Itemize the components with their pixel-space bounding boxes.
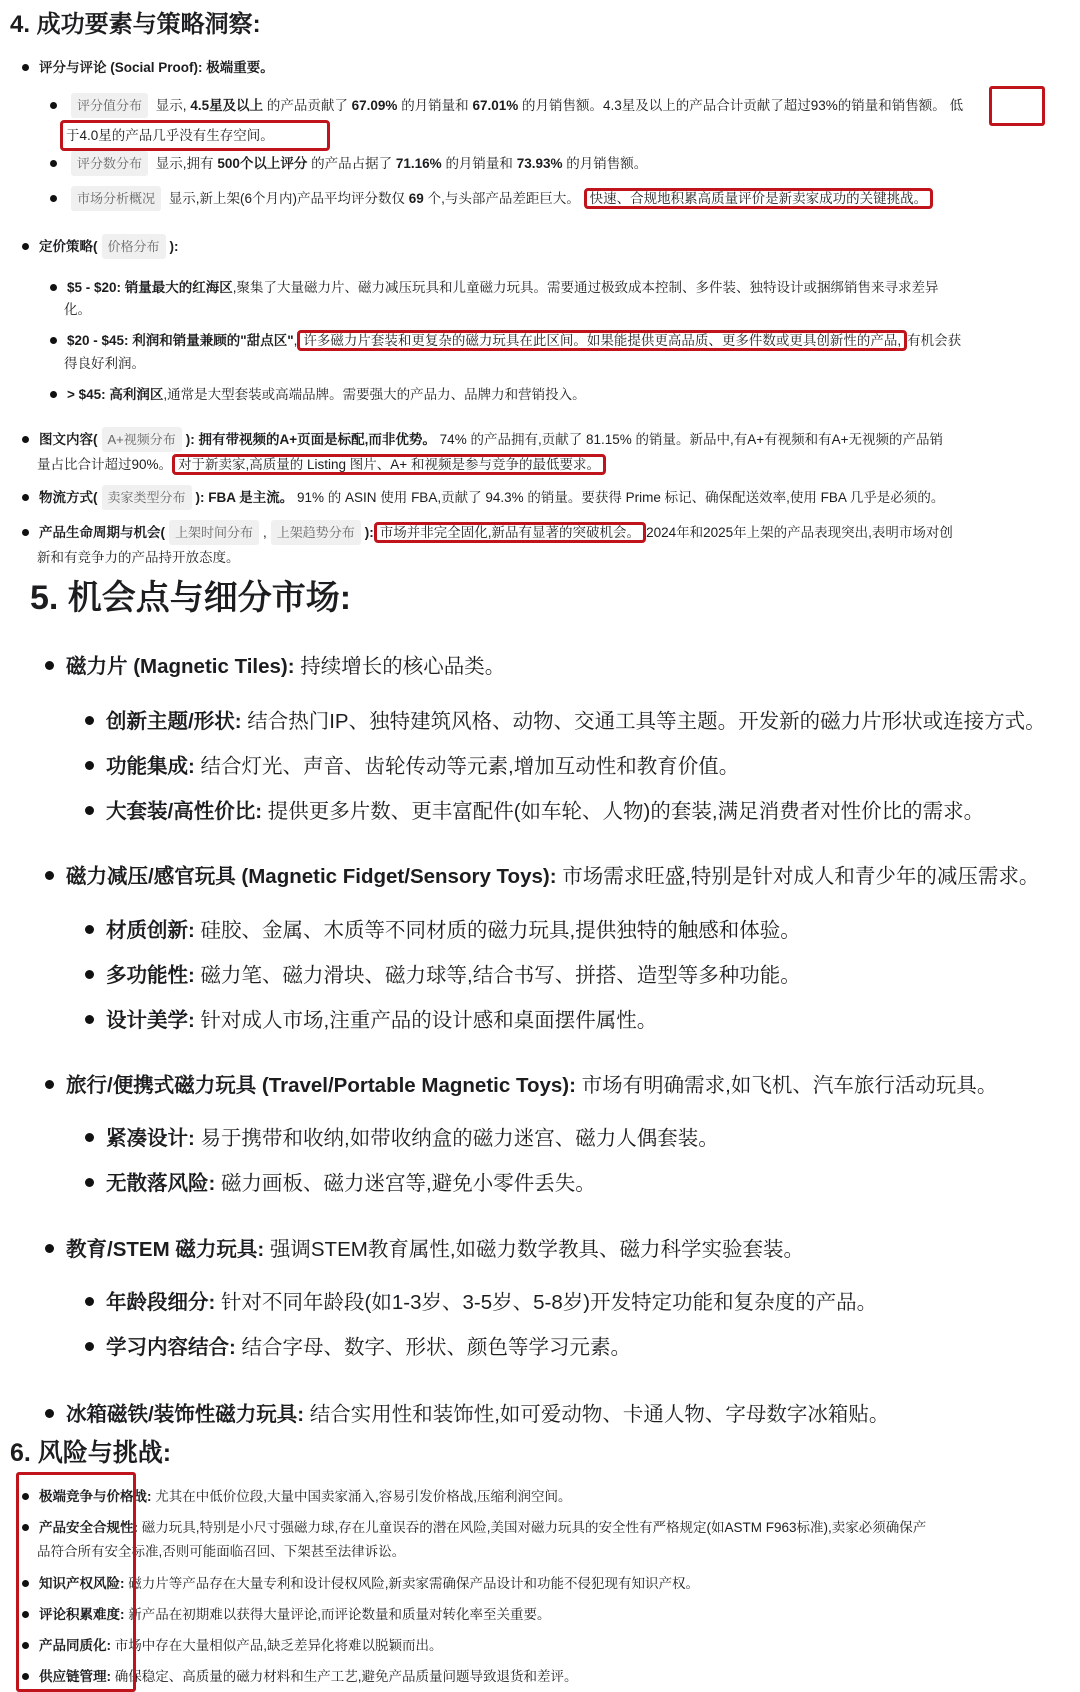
segment-text: 市场有明确需求,如飞机、汽车旅行活动玩具。	[581, 1074, 998, 1097]
text-bold: 73.93%	[516, 156, 563, 171]
text: 的月销量和	[401, 98, 469, 113]
text: ,通常是大型套装或高端品牌。需要强大的产品力、品牌力和营销投入。	[163, 387, 586, 402]
price-tier-item	[50, 275, 939, 300]
risk-text: 新产品在初期难以获得大量评论,而评论数量和质量对转化率至关重要。	[128, 1607, 551, 1622]
text: 的月销售额。	[566, 156, 648, 171]
sub-label: 学习内容结合:	[106, 1336, 236, 1359]
segment-item	[45, 1235, 804, 1265]
bullet-icon	[22, 243, 29, 250]
highlight-box	[989, 86, 1045, 126]
logistics-item	[22, 485, 944, 510]
segment-text: 持续增长的核心品类。	[300, 655, 506, 678]
bullet-icon	[22, 64, 29, 71]
bullet-icon	[85, 1015, 94, 1024]
rating-value-item-cont	[60, 120, 330, 151]
bullet-icon	[45, 871, 54, 880]
sub-item	[85, 707, 1046, 737]
risk-item	[22, 1515, 926, 1540]
text: 量占比合计超过90%。	[37, 457, 173, 472]
risk-text: 市场中存在大量相似产品,缺乏差异化将难以脱颖而出。	[114, 1638, 443, 1653]
sub-item	[85, 1169, 596, 1199]
text-bold: 69	[408, 191, 424, 206]
bullet-icon	[22, 494, 29, 501]
text: 91% 的 ASIN 使用 FBA,贡献了 94.3% 的销量。要获得 Prime 标记、确保配送效率,使用 FBA 几乎是必须的。	[297, 490, 945, 505]
listing-trend-tag[interactable]: 上架趋势分布	[271, 520, 361, 545]
text-bold: ): 拥有带视频的A+页面是标配,而非优势。	[185, 432, 436, 447]
risk-text: 尤其在中低价位段,大量中国卖家涌入,容易引发价格战,压缩利润空间。	[155, 1489, 572, 1504]
segment-text: 结合实用性和装饰性,如可爱动物、卡通人物、字母数字冰箱贴。	[309, 1403, 890, 1426]
sub-label: 创新主题/形状:	[106, 710, 242, 733]
sub-text: 硅胶、金属、木质等不同材质的磁力玩具,提供独特的触感和体验。	[200, 919, 801, 942]
sub-item	[85, 1006, 657, 1036]
listing-time-tag[interactable]: 上架时间分布	[169, 520, 259, 545]
highlight-box: 对于新卖家,高质量的 Listing 图片、A+ 和视频是参与竞争的最低要求。	[172, 454, 606, 475]
text: 得良好利润。	[64, 356, 145, 371]
text: 的产品贡献了	[266, 98, 348, 113]
text: 显示,拥有	[155, 156, 214, 171]
pricing-item	[22, 234, 179, 259]
sub-item	[85, 1333, 631, 1363]
highlight-box: 低	[949, 98, 964, 113]
bullet-icon	[45, 661, 54, 670]
segment-text: 市场需求旺盛,特别是针对成人和青少年的减压需求。	[562, 865, 1040, 888]
text: 显示,新上架(6个月内)产品平均评分数仅	[168, 191, 406, 206]
sub-text: 结合热门IP、独特建筑风格、动物、交通工具等主题。开发新的磁力片形状或连接方式。	[247, 710, 1046, 733]
segment-item	[45, 652, 505, 682]
sub-item	[85, 961, 801, 991]
aplus-video-tag[interactable]: A+视频分布	[102, 427, 182, 452]
social-proof-label: 评分与评论 (Social Proof):	[39, 60, 203, 75]
bullet-icon	[85, 1297, 94, 1306]
sub-text: 针对成人市场,注重产品的设计感和桌面摆件属性。	[200, 1009, 658, 1032]
bullet-icon	[45, 1244, 54, 1253]
bullet-icon	[85, 806, 94, 815]
lifecycle-item: 产品生命周期与机会( 上架时间分布 , 上架趋势分布 ): 市场并非完全固化,新品有显著的突破机会。 2024年和2025年上架的产品表现突出,表明市场对创	[22, 520, 953, 545]
text: ,	[293, 333, 298, 348]
text: 的月销量和	[445, 156, 513, 171]
text-bold: 71.16%	[395, 156, 442, 171]
sub-label: 无散落风险:	[106, 1172, 216, 1195]
text: 2024年和2025年上架的产品表现突出,表明市场对创	[646, 525, 953, 540]
bullet-icon	[85, 925, 94, 934]
risk-label: 知识产权风险:	[39, 1576, 125, 1591]
risk-text: 磁力玩具,特别是小尺寸强磁力球,存在儿童误吞的潜在风险,美国对磁力玩具的安全性有严格规定(如ASTM F963标准),卖家必须确保产	[141, 1520, 927, 1535]
sub-label: 材质创新:	[106, 919, 195, 942]
text-bold: ):	[364, 525, 374, 540]
price-distribution-tag[interactable]: 价格分布	[102, 234, 166, 259]
sub-item	[85, 1288, 877, 1318]
text: ,聚集了大量磁力片、磁力减压玩具和儿童磁力玩具。需要通过极致成本控制、多件装、独特设计或捆绑销售来寻求差异	[232, 280, 939, 295]
bullet-icon	[50, 284, 57, 291]
text-bold: 67.09%	[351, 98, 398, 113]
text-bold: 500个以上评分	[217, 156, 308, 171]
sub-text: 磁力画板、磁力迷宫等,避免小零件丢失。	[221, 1172, 596, 1195]
text-bold: $5 - $20: 销量最大的红海区	[67, 280, 233, 295]
bullet-icon	[22, 529, 29, 536]
sub-label: 多功能性:	[106, 964, 195, 987]
bullet-icon	[50, 195, 57, 202]
segment-label: 冰箱磁铁/装饰性磁力玩具:	[66, 1403, 305, 1426]
bullet-icon	[85, 761, 94, 770]
social-proof-value: 极端重要。	[206, 60, 274, 75]
bullet-icon	[50, 102, 57, 109]
price-tier-item-cont	[64, 297, 91, 322]
text-bold: 图文内容(	[39, 432, 98, 447]
bullet-icon	[45, 1409, 54, 1418]
bullet-icon	[85, 1133, 94, 1142]
text-bold: 产品生命周期与机会(	[39, 525, 165, 540]
risk-labels-highlight-box	[16, 1472, 136, 1692]
highlight-box: 快速、合规地积累高质量评价是新卖家成功的关键挑战。	[584, 188, 934, 209]
risk-text: 品符合所有安全标准,否则可能面临召回、下架甚至法律诉讼。	[37, 1544, 406, 1559]
sub-label: 设计美学:	[106, 1009, 195, 1032]
bullet-icon	[85, 970, 94, 979]
sub-label: 功能集成:	[106, 755, 195, 778]
text-bold: 物流方式(	[39, 490, 98, 505]
bullet-icon	[85, 1178, 94, 1187]
text-bold: > $45: 高利润区	[67, 387, 164, 402]
bullet-icon	[85, 716, 94, 725]
risk-label: 极端竞争与价格战:	[39, 1489, 152, 1504]
lifecycle-item-cont	[37, 545, 240, 570]
price-tier-item	[50, 328, 961, 353]
text: 74% 的产品拥有,贡献了 81.15% 的销量。新品中,有A+有视频和有A+无视频的产品销	[439, 432, 944, 447]
price-tier-item-cont	[64, 351, 145, 376]
bullet-icon	[50, 391, 57, 398]
text: 显示,	[155, 98, 187, 113]
highlight-box: 市场并非完全固化,新品有显著的突破机会。	[374, 522, 646, 543]
text-bold: $20 - $45: 利润和销量兼顾的"甜点区"	[67, 333, 294, 348]
market-overview-tag[interactable]: 市场分析概况	[71, 186, 161, 211]
sub-item	[85, 797, 984, 827]
highlight-box: 于4.0星的产品几乎没有生存空间。	[60, 120, 330, 151]
sub-text: 易于携带和收纳,如带收纳盒的磁力迷宫、磁力人偶套装。	[200, 1127, 719, 1150]
content-item-cont	[37, 452, 606, 477]
risk-text: 确保稳定、高质量的磁力材料和生产工艺,避免产品质量问题导致退货和差评。	[114, 1669, 578, 1684]
rating-count-item	[50, 151, 647, 176]
text: 有机会获	[907, 333, 962, 348]
segment-label: 磁力片 (Magnetic Tiles):	[66, 655, 295, 678]
sub-item	[85, 752, 739, 782]
risk-label: 评论积累难度:	[39, 1607, 125, 1622]
sub-text: 结合字母、数字、形状、颜色等学习元素。	[241, 1336, 632, 1359]
seller-type-tag[interactable]: 卖家类型分布	[102, 485, 192, 510]
pricing-label: 定价策略(	[39, 239, 98, 254]
text-bold: ): FBA 是主流。	[195, 490, 294, 505]
bullet-icon	[85, 1342, 94, 1351]
section-5-heading: 5. 机会点与细分市场:	[30, 579, 352, 617]
segment-label: 教育/STEM 磁力玩具:	[66, 1238, 265, 1261]
bullet-icon	[50, 160, 57, 167]
risk-label: 产品同质化:	[39, 1638, 111, 1653]
text: 个,与头部产品差距巨大。	[427, 191, 580, 206]
price-tier-item	[50, 382, 586, 407]
bullet-icon	[45, 1080, 54, 1089]
rating-value-item	[50, 93, 963, 118]
social-proof-item	[22, 55, 274, 80]
segment-item	[45, 1400, 889, 1430]
content-item	[22, 427, 943, 452]
risk-label: 产品安全合规性:	[39, 1520, 138, 1535]
sub-label: 大套装/高性价比:	[106, 800, 263, 823]
segment-item	[45, 1071, 997, 1101]
section-6-heading: 6. 风险与挑战:	[10, 1439, 172, 1467]
text: 新和有竞争力的产品持开放态度。	[37, 550, 240, 565]
segment-text: 强调STEM教育属性,如磁力数学教具、磁力科学实验套装。	[269, 1238, 805, 1261]
risk-text: 磁力片等产品存在大量专利和设计侵权风险,新卖家需确保产品设计和功能不侵犯现有知识产权。	[128, 1576, 700, 1591]
text: 的产品占据了	[311, 156, 393, 171]
sub-label: 紧凑设计:	[106, 1127, 195, 1150]
highlight-box: 许多磁力片套装和更复杂的磁力玩具在此区间。如果能提供更高品质、更多件数或更具创新性的产品,	[297, 330, 907, 351]
pricing-label-post: ):	[169, 239, 179, 254]
risk-label: 供应链管理:	[39, 1669, 111, 1684]
market-overview-item	[50, 186, 933, 211]
bullet-icon	[50, 337, 57, 344]
text-bold: 67.01%	[472, 98, 519, 113]
sub-item	[85, 1124, 719, 1154]
segment-label: 磁力减压/感官玩具 (Magnetic Fidget/Sensory Toys):	[66, 865, 557, 888]
sub-text: 结合灯光、声音、齿轮传动等元素,增加互动性和教育价值。	[200, 755, 740, 778]
sub-label: 年龄段细分:	[106, 1291, 216, 1314]
sub-text: 磁力笔、磁力滑块、磁力球等,结合书写、拼搭、造型等多种功能。	[200, 964, 801, 987]
text: 的月销售额。4.3星及以上的产品合计贡献了超过93%的销量和销售额。	[522, 98, 946, 113]
segment-item	[45, 862, 1039, 892]
rating-value-tag[interactable]: 评分值分布	[71, 93, 148, 118]
sub-text: 提供更多片数、更丰富配件(如车轮、人物)的套装,满足消费者对性价比的需求。	[267, 800, 985, 823]
rating-count-tag[interactable]: 评分数分布	[71, 151, 148, 176]
bullet-icon	[22, 436, 29, 443]
sub-item	[85, 916, 801, 946]
sub-text: 针对不同年龄段(如1-3岁、3-5岁、5-8岁)开发特定功能和复杂度的产品。	[221, 1291, 878, 1314]
text: 化。	[64, 302, 91, 317]
text-bold: 4.5星及以上	[190, 98, 264, 113]
section-4-heading: 4. 成功要素与策略洞察:	[10, 11, 261, 38]
segment-label: 旅行/便携式磁力玩具 (Travel/Portable Magnetic Toys):	[66, 1074, 576, 1097]
